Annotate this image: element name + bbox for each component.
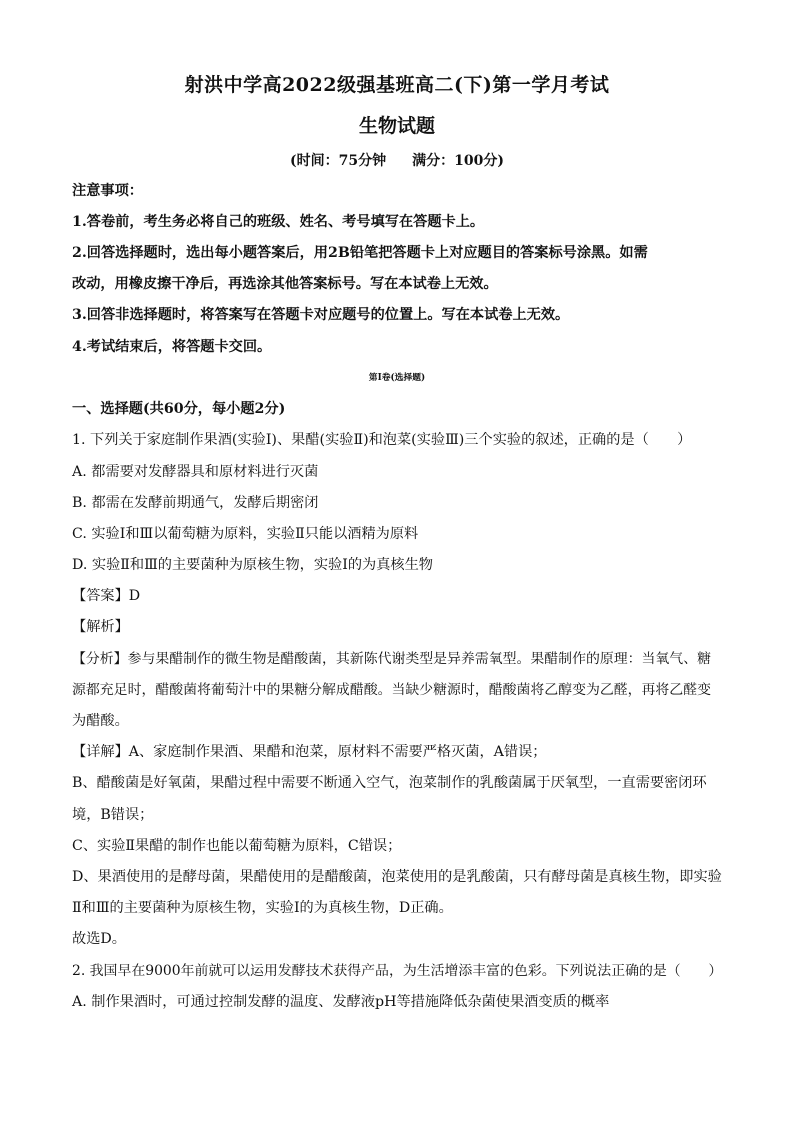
notice-line-1: 1.答卷前，考生务必将自己的班级、姓名、考号填写在答题卡上。 <box>72 214 485 230</box>
score-text: 满分：100分) <box>412 153 504 169</box>
q1-option-c: C. 实验Ⅰ和Ⅲ以葡萄糖为原料，实验Ⅱ只能以酒精为原料 <box>72 526 419 542</box>
notice-line-3: 改动，用橡皮擦干净后，再选涂其他答案标号。写在本试卷上无效。 <box>72 276 498 292</box>
detail-line-3: 境，B错误； <box>72 807 154 823</box>
detail-line-7: 故选D。 <box>72 931 126 947</box>
analysis-line-1: 【分析】参与果醋制作的微生物是醋酸菌，其新陈代谢类型是异养需氧型。果醋制作的原理：当氧气、糖 <box>72 651 711 667</box>
section-heading: 一、选择题(共60分，每小题2分) <box>72 401 286 417</box>
q1-option-d: D. 实验Ⅱ和Ⅲ的主要菌种为原核生物，实验Ⅰ的为真核生物 <box>72 557 433 573</box>
subject-title: 生物试题 <box>358 115 435 137</box>
notice-line-2: 2.回答选择题时，选出每小题答案后，用2B铅笔把答题卡上对应题目的答案标号涂黑。如需 <box>72 245 648 261</box>
notice-heading: 注意事项： <box>72 183 143 199</box>
detail-line-5: D、果酒使用的是酵母菌，果醋使用的是醋酸菌，泡菜使用的是乳酸菌，只有酵母菌是真核生物，即实验 <box>72 869 722 885</box>
q1-stem: 1. 下列关于家庭制作果酒(实验Ⅰ)、果醋(实验Ⅱ)和泡菜(实验Ⅲ)三个实验的叙述，正确的是（ ） <box>72 432 692 448</box>
q1-option-b: B. 都需在发酵前期通气，发酵后期密闭 <box>72 495 319 511</box>
analysis-line-2: 源都充足时，醋酸菌将葡萄汁中的果糖分解成醋酸。当缺少糖源时，醋酸菌将乙醇变为乙醛，再将乙醛变 <box>72 682 711 698</box>
detail-line-4: C、实验Ⅱ果醋的制作也能以葡萄糖为原料，C错误； <box>72 838 402 854</box>
detail-line-1: 【详解】A、家庭制作果酒、果醋和泡菜，原材料不需要严格灭菌，A错误； <box>72 744 547 760</box>
part-title: 第Ⅰ卷(选择题) <box>368 373 426 383</box>
q1-answer <box>72 586 722 606</box>
time-score-line <box>0 150 794 170</box>
analysis-tag: 【解析】 <box>72 619 129 635</box>
detail-line-6: Ⅱ和Ⅲ的主要菌种为原核生物，实验Ⅰ的为真核生物，D正确。 <box>72 900 453 916</box>
detail-line-2: B、醋酸菌是好氧菌，果醋过程中需要不断通入空气，泡菜制作的乳酸菌属于厌氧型，一直需要密闭环 <box>72 775 707 791</box>
notice-line-5: 4.考试结束后，将答题卡交回。 <box>72 339 272 355</box>
time-text: (时间：75分钟 <box>290 153 387 169</box>
q1-option-a: A. 都需要对发酵器具和原材料进行灭菌 <box>72 464 319 480</box>
q2-stem: 2. 我国早在9000年前就可以运用发酵技术获得产品，为生活增添丰富的色彩。下列说法正确的是（ ） <box>72 963 723 979</box>
answer-value: D <box>128 588 141 604</box>
q2-option-a: A. 制作果酒时，可通过控制发酵的温度、发酵液pH等措施降低杂菌使果酒变质的概率 <box>72 994 610 1010</box>
notice-line-4: 3.回答非选择题时，将答案写在答题卡对应题号的位置上。写在本试卷上无效。 <box>72 307 570 323</box>
exam-title: 射洪中学高2022级强基班高二(下)第一学月考试 <box>184 74 610 96</box>
answer-tag: 【答案】 <box>72 588 129 604</box>
analysis-line-3: 为醋酸。 <box>72 713 129 729</box>
